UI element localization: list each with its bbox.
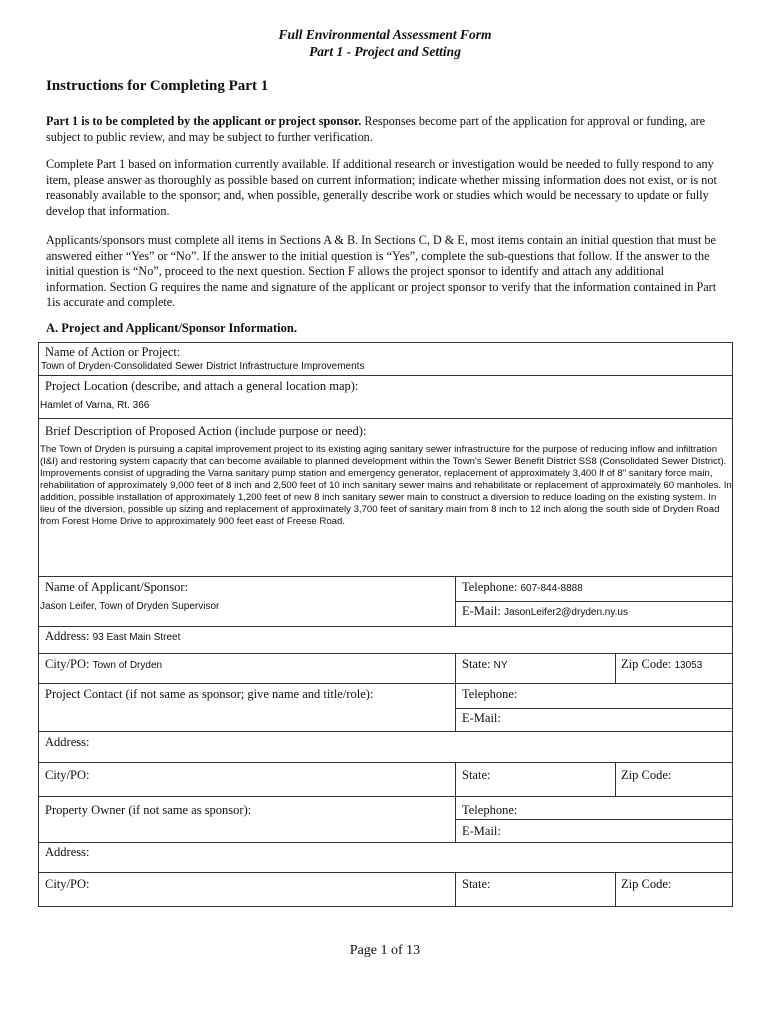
divider: [38, 762, 733, 763]
contact-zip-label: Zip Code:: [621, 768, 672, 782]
divider: [615, 872, 616, 907]
applicant-name-field[interactable]: Jason Leifer, Town of Dryden Supervisor: [40, 601, 220, 612]
page-number: Page 1 of 13: [349, 943, 421, 958]
contact-address-label: Address:: [45, 735, 90, 749]
divider: [38, 842, 733, 843]
applicant-zip: [621, 657, 702, 672]
form-subtitle: Part 1 - Project and Setting: [309, 44, 461, 59]
address-label: Address:: [45, 629, 90, 643]
divider: [455, 653, 456, 731]
divider: [38, 653, 733, 654]
contact-telephone-label: Telephone:: [462, 687, 518, 701]
project-description-label: Brief Description of Proposed Action (include purpose or need):: [45, 424, 367, 438]
divider: [38, 872, 733, 873]
contact-city-label: City/PO:: [45, 768, 90, 782]
applicant-email: [462, 604, 628, 619]
instructions-paragraph-3: Applicants/sponsors must complete all items in Sections A & B. In Sections C, D & E, most items contain an initial question that must be answered either “Yes” or “No”. If the answer to the initial question is “Yes”, complete the sub-questions that follow. If the answer to the initial question is “No”, proceed to the next question. Section F allows the project sponsor to identify and attach any additional information. Section G requires the name and signature of the applicant or project sponsor to verify that the information contained in Part 1is accurate and complete.: [46, 233, 717, 309]
telephone-field[interactable]: 607-844-8888: [520, 583, 583, 594]
instructions-paragraph-2: Complete Part 1 based on information currently available. If additional research or investigation would be needed to fully respond to any item, please answer as thoroughly as possible based on current information; indicate whether missing information does not exist, or is not reasonably available to the sponsor; and, when possible, generally describe work or studies which would be necessary to update or fully develop that information.: [46, 157, 717, 218]
divider: [615, 762, 616, 796]
applicant-city: [45, 657, 162, 672]
divider: [455, 576, 456, 626]
owner-email-label: E-Mail:: [462, 824, 501, 838]
state-field[interactable]: NY: [493, 660, 508, 671]
divider: [615, 653, 616, 683]
address-field[interactable]: 93 East Main Street: [92, 632, 181, 643]
property-owner-label: Property Owner (if not same as sponsor):: [45, 803, 252, 817]
project-location-label: Project Location (describe, and attach a general location map):: [45, 379, 359, 393]
owner-zip-label: Zip Code:: [621, 877, 672, 891]
project-name-field[interactable]: Town of Dryden-Consolidated Sewer District Infrastructure Improvements: [41, 361, 365, 372]
applicant-state: [462, 657, 508, 672]
divider: [38, 418, 733, 419]
divider: [38, 796, 733, 797]
contact-state-label: State:: [462, 768, 491, 782]
owner-telephone-label: Telephone:: [462, 803, 518, 817]
state-label: State:: [462, 657, 491, 671]
divider: [455, 819, 733, 820]
project-location-field[interactable]: Hamlet of Varna, Rt. 366: [40, 400, 150, 411]
project-contact-label: Project Contact (if not same as sponsor; give name and title/role):: [45, 687, 374, 701]
owner-address-label: Address:: [45, 845, 90, 859]
email-label: E-Mail:: [462, 604, 501, 618]
contact-email-label: E-Mail:: [462, 711, 501, 725]
project-name-label: Name of Action or Project:: [45, 345, 181, 359]
divider: [455, 872, 456, 907]
divider: [455, 601, 733, 602]
applicant-name-label: Name of Applicant/Sponsor:: [45, 580, 189, 594]
divider: [455, 708, 733, 709]
instructions-p1-bold: Part 1 is to be completed by the applicant or project sponsor.: [46, 114, 362, 128]
instructions-paragraph-1: [46, 114, 726, 145]
telephone-label: Telephone:: [462, 580, 518, 594]
applicant-address: [45, 629, 180, 644]
zip-label: Zip Code:: [621, 657, 672, 671]
owner-state-label: State:: [462, 877, 491, 891]
owner-city-label: City/PO:: [45, 877, 90, 891]
instructions-heading: Instructions for Completing Part 1: [46, 78, 269, 94]
divider: [38, 683, 733, 684]
zip-field[interactable]: 13053: [674, 660, 703, 671]
instructions-p1-rest: Responses become part of the application for approval or funding, are subject to public review, and may be subject to further verification.: [46, 114, 706, 144]
divider: [38, 731, 733, 732]
section-a-heading: A. Project and Applicant/Sponsor Information.: [46, 321, 297, 335]
applicant-telephone: [462, 580, 583, 595]
email-field[interactable]: JasonLeifer2@dryden.ny.us: [504, 607, 628, 618]
divider: [38, 375, 733, 376]
divider: [455, 762, 456, 842]
form-title: Full Environmental Assessment Form: [278, 27, 492, 42]
divider: [38, 576, 733, 577]
project-description-field[interactable]: The Town of Dryden is pursuing a capital improvement project to its existing aging sanitary sewer infrastructure for the purpose of reducing inflow and infiltration (I&I) and restoring system capacity that can become available to planned development within the Town's Sewer Benefit District SS8 (Consolidated Sewer District). Improvements consist of upgrading the Varna sanitary pump station and emergency generator, replacement of approximately 3,400 lf of 8" sanitary force main, rehabilitation of approximately 9,000 feet of 8 inch and 2,500 feet of 10 inch sanitary sewer mains and rehabilitate or replacement of approximately 60 manholes. In addition, possible installation of approximately 1,200 feet of new 8 inch sanitary sewer main to construct a diversion to reduce loading on the existing system. In lieu of the diversion, possible up sizing and replacement of approximately 3,700 feet of sanitary main from 8 inch to 12 inch along the south side of Dryden Road from Forest Home Drive to approximately 900 feet east of Freese Road.: [40, 444, 732, 527]
city-label: City/PO:: [45, 657, 90, 671]
city-field[interactable]: Town of Dryden: [92, 660, 163, 671]
divider: [38, 626, 733, 627]
